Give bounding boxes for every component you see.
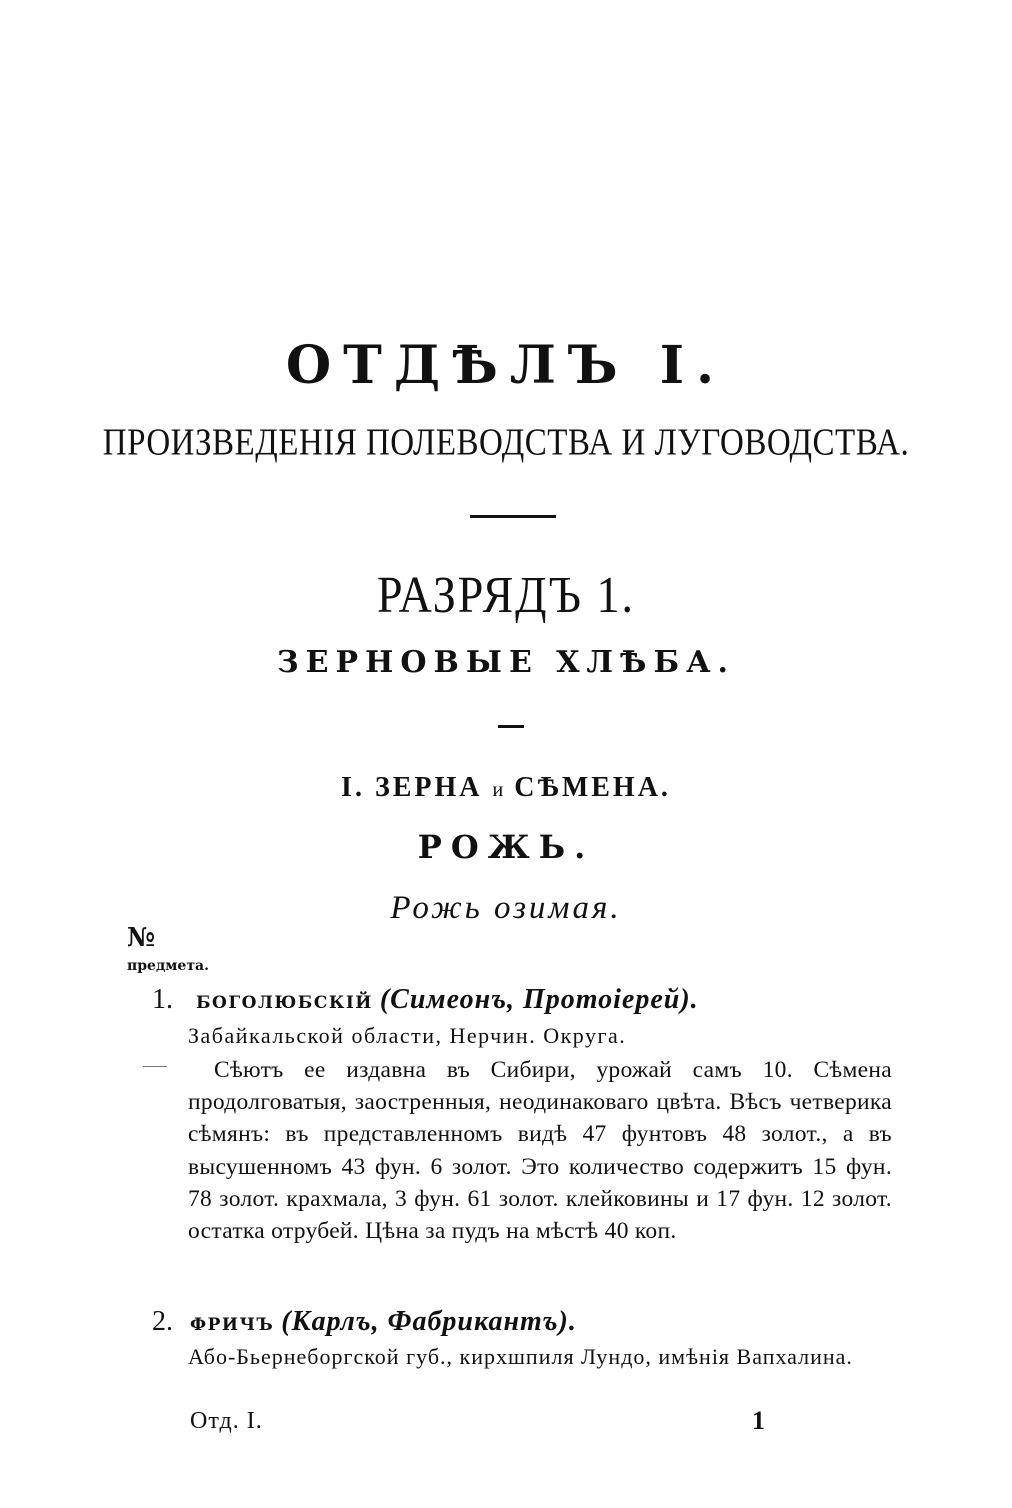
entry-number: 1. xyxy=(152,984,173,1015)
subsection-numeral: I. ЗЕРНА xyxy=(341,772,483,803)
entry-location: Забайкальской области, Нерчин. Округа. xyxy=(188,1023,627,1048)
category-subtitle: ЗЕРНОВЫЕ ХЛѢБА. xyxy=(277,645,735,680)
column-label: предмета. xyxy=(127,958,209,974)
entry-paragraph: Сѣютъ ее издавна въ Сибири, урожай самъ 10. Сѣмена продолговатыя, заостренныя, неодинаковаго цвѣта. Вѣсъ четверика сѣмянъ: въ представленномъ видѣ 47 фунтовъ 48 золот., а въ высушенномъ 43 фун. 6 золот. Это количество содержитъ 15 фун. 78 золот. крахмала, 3 фун. 61 золот. клейковины и 17 фун. 12 золот. остатка отрубей. Цѣна за пудъ на мѣстѣ 40 коп. xyxy=(188,1057,892,1245)
section-title: ОТДѢЛЪ I. xyxy=(285,335,727,396)
short-divider-rule xyxy=(498,725,524,728)
subsection-conj: и xyxy=(492,779,505,801)
entry-name: ФРИЧЪ xyxy=(190,1315,275,1335)
subheading: Рожь озимая. xyxy=(390,890,622,926)
entry-heading xyxy=(196,984,699,1016)
subsection-title xyxy=(0,772,1012,804)
entry-heading xyxy=(190,1306,577,1338)
entry-number: 2. xyxy=(152,1306,173,1337)
footer-signature: Отд. I. xyxy=(190,1408,263,1434)
subsection-rest: СѢМЕНА. xyxy=(514,772,671,803)
heading: РОЖЬ. xyxy=(417,828,595,866)
category-title: РАЗРЯДЪ 1. xyxy=(376,565,636,624)
page-number: 1 xyxy=(752,1406,765,1435)
entry-location: Або-Бьернеборгской губ., кирхшпиля Лундо, имѣнія Вапхалина. xyxy=(188,1344,853,1369)
column-number-sign: № xyxy=(127,923,156,953)
entry-title: (Карлъ, Фабрикантъ). xyxy=(281,1306,577,1337)
margin-dash xyxy=(143,1066,167,1067)
entry-title: (Симеонъ, Протоіерей). xyxy=(379,984,699,1015)
divider-rule xyxy=(470,515,556,518)
section-subtitle: ПРОИЗВЕДЕНІЯ ПОЛЕВОДСТВА И ЛУГОВОДСТВА. xyxy=(102,422,910,464)
entry-name: БОГОЛЮБСКІЙ xyxy=(196,993,373,1013)
